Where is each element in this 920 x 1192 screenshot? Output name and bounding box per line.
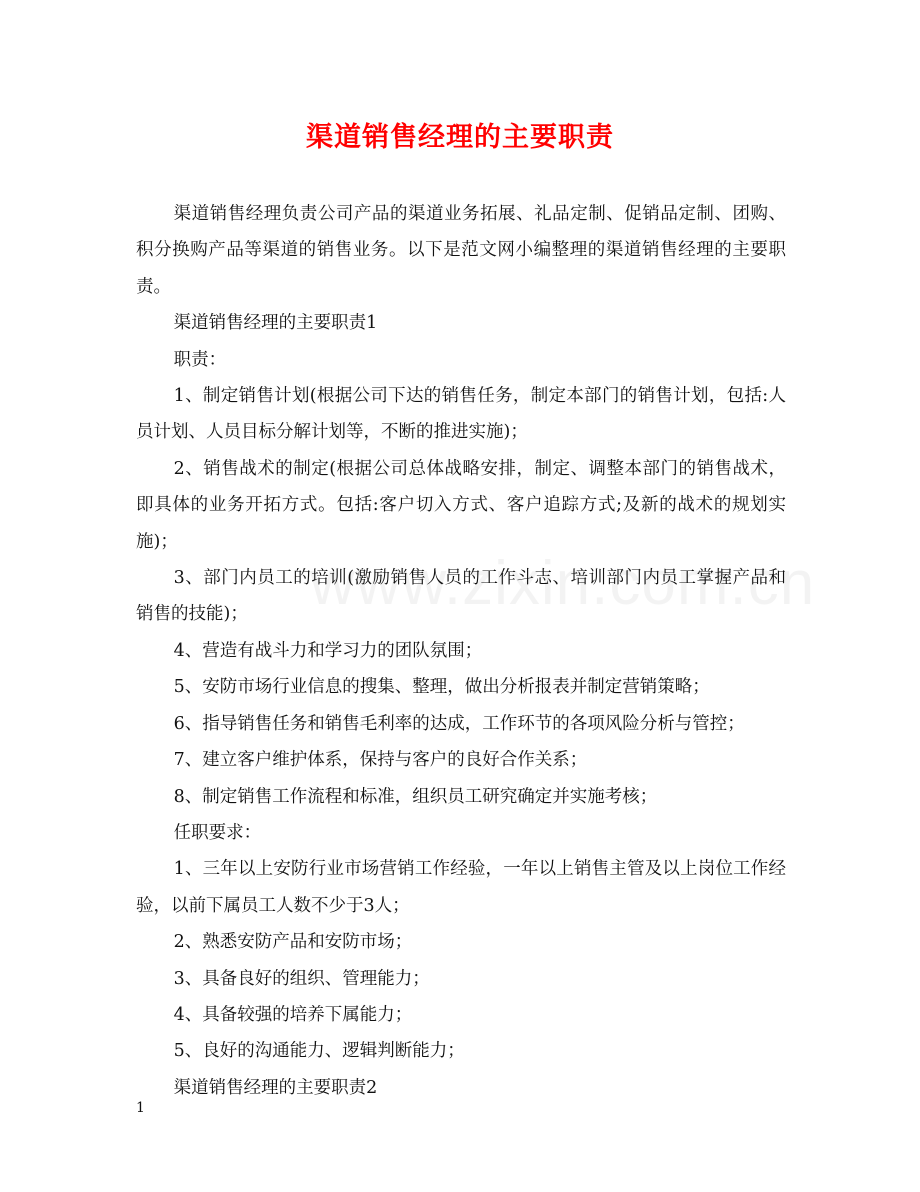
duty-item-6: 6、指导销售任务和销售毛利率的达成，工作环节的各项风险分析与管控； (173, 713, 745, 734)
intro-paragraph: 渠道销售经理负责公司产品的渠道业务拓展、礼品定制、促销品定制、团购、积分换购产品等渠道的销售业务。以下是范文网小编整理的渠道销售经理的主要职责。 (136, 204, 786, 297)
document-body (136, 196, 786, 1106)
section-heading-1: 渠道销售经理的主要职责1 (173, 313, 378, 334)
requirement-item-3: 3、具备良好的组织、管理能力； (173, 968, 430, 989)
requirement-item-1: 1、三年以上安防行业市场营销工作经验，一年以上销售主管及以上岗位工作经验，以前下属员工人数不少于3人； (136, 859, 786, 916)
duties-label: 职责： (173, 349, 227, 370)
requirements-label: 任职要求： (173, 822, 262, 843)
requirement-item-4: 4、具备较强的培养下属能力； (173, 1004, 413, 1025)
duty-item-5: 5、安防市场行业信息的搜集、整理，做出分析报表并制定营销策略； (173, 677, 710, 698)
duty-item-4: 4、营造有战斗力和学习力的团队氛围； (173, 640, 483, 661)
requirement-item-5: 5、良好的沟通能力、逻辑判断能力； (173, 1041, 465, 1062)
duty-item-7: 7、建立客户维护体系，保持与客户的良好合作关系； (173, 750, 588, 771)
page-number: 1 (136, 1100, 145, 1116)
document-title: 渠道销售经理的主要职责 (306, 122, 614, 153)
duty-item-2: 2、销售战术的制定(根据公司总体战略安排，制定、调整本部门的销售战术，即具体的业务开拓方式。包括:客户切入方式、客户追踪方式;及新的战术的规划实施)； (136, 458, 786, 552)
section-heading-2: 渠道销售经理的主要职责2 (173, 1077, 378, 1098)
duty-item-3: 3、部门内员工的培训(激励销售人员的工作斗志、培训部门内员工掌握产品和销售的技能)； (136, 568, 786, 625)
requirement-item-2: 2、熟悉安防产品和安防市场； (173, 932, 413, 953)
duty-item-8: 8、制定销售工作流程和标准，组织员工研究确定并实施考核； (173, 786, 658, 807)
duty-item-1: 1、制定销售计划(根据公司下达的销售任务，制定本部门的销售计划，包括:人员计划、人员目标分解计划等，不断的推进实施)； (136, 386, 786, 443)
